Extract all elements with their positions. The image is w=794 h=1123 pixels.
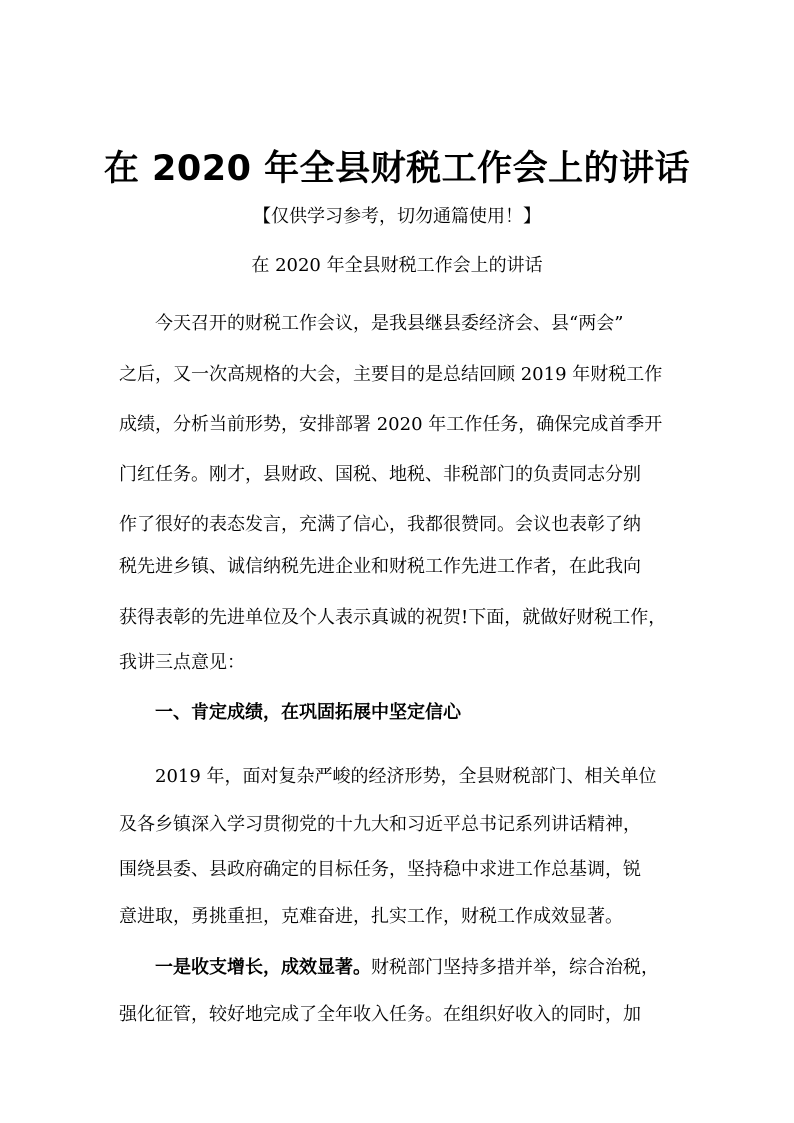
section-heading: 一、肯定成绩，在巩固拓展中坚定信心 [155,702,461,723]
paragraph-line: 及各乡镇深入学习贯彻党的十九大和习近平总书记系列讲话精神， [119,814,641,835]
paragraph-line: 今天召开的财税工作会议，是我县继县委经济会、县“两会” [155,313,624,334]
point-lead: 一是收支增长，成效显著。 [155,957,371,978]
point-text: 财税部门坚持多措并举，综合治税， [371,957,659,978]
paragraph-line: 我讲三点意见： [119,652,245,673]
document-title: 在 2020 年全县财税工作会上的讲话 [103,149,691,189]
paragraph-line: 作了很好的表态发言，充满了信心，我都很赞同。会议也表彰了纳 [119,514,641,535]
paragraph-line: 围绕县委、县政府确定的目标任务，坚持稳中求进工作总基调，锐 [119,859,641,880]
paragraph-line: 意进取，勇挑重担，克难奋进，扎实工作，财税工作成效显著。 [119,906,623,927]
paragraph-line [155,953,659,983]
paragraph-line: 门红任务。刚才，县财政、国税、地税、非税部门的负责同志分别 [119,464,641,485]
paragraph-line: 成绩，分析当前形势，安排部署 2020 年工作任务，确保完成首季开 [119,414,663,435]
paragraph-line: 之后，又一次高规格的大会，主要目的是总结回顾 2019 年财税工作 [119,364,663,385]
disclaimer-note: 【仅供学习参考，切勿通篇使用！】 [253,206,541,227]
paragraph-line: 强化征管，较好地完成了全年收入任务。在组织好收入的同时，加 [119,1004,641,1025]
paragraph-line: 税先进乡镇、诚信纳税先进企业和财税工作先进工作者，在此我向 [119,556,641,577]
document-subtitle: 在 2020 年全县财税工作会上的讲话 [251,255,543,276]
paragraph-line: 2019 年，面对复杂严峻的经济形势，全县财税部门、相关单位 [155,766,657,787]
paragraph-line: 获得表彰的先进单位及个人表示真诚的祝贺!下面，就做好财税工作， [119,607,667,628]
